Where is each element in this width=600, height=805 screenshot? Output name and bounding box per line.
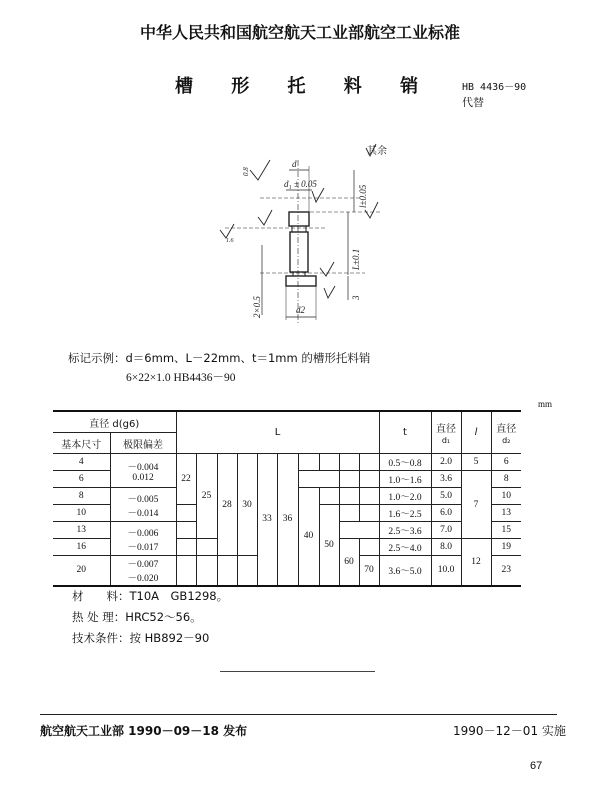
cell-L-empty [298, 454, 319, 471]
table-row [53, 454, 521, 471]
cell-d1: 5.0 [431, 488, 461, 505]
cell-L-empty [196, 539, 217, 556]
cell-L-empty [359, 471, 379, 488]
cell-L-empty [319, 454, 339, 471]
cell-d1: 7.0 [431, 522, 461, 539]
divider-footer [40, 714, 557, 715]
cell-d: 4 [53, 454, 110, 471]
cell-deviation: －0.007 －0.020 [110, 556, 176, 586]
svg-text:d: d [292, 159, 297, 169]
header-limit-deviation: 极限偏差 [110, 433, 176, 454]
cell-d: 13 [53, 522, 110, 539]
cell-L-empty [176, 522, 196, 539]
document-title: 槽 形 托 料 销 [175, 76, 435, 97]
marking-example-line1: 标记示例：d＝6mm、L－22mm、t＝1mm 的槽形托料销 [68, 351, 371, 365]
cell-d2: 15 [491, 522, 521, 539]
standard-code: HB 4436－90 [462, 82, 527, 93]
table-header-row-1 [53, 411, 521, 433]
svg-text:其余: 其余 [367, 146, 387, 157]
svg-text:0.8: 0.8 [242, 167, 250, 176]
organization-header: 中华人民共和国航空航天工业部航空工业标准 [139, 23, 460, 42]
svg-text:d₁ ± 0.05: d₁ ± 0.05 [284, 179, 317, 189]
cell-d2: 23 [491, 556, 521, 586]
cell-L: 25 [196, 454, 217, 539]
cell-t: 0.5～0.8 [379, 454, 431, 471]
cell-t: 3.6～5.0 [379, 556, 431, 586]
cell-d2: 19 [491, 539, 521, 556]
cell-d1: 6.0 [431, 505, 461, 522]
cell-L-empty [359, 505, 379, 522]
cell-L-empty [298, 471, 339, 488]
cell-deviation: －0.006 －0.017 [110, 522, 176, 556]
header-d1: 直径 d₁ [431, 411, 461, 454]
cell-L-empty [339, 488, 359, 505]
cell-deviation: －0.005 －0.014 [110, 488, 176, 522]
cell-L: 22 [176, 454, 196, 505]
cell-d: 10 [53, 505, 110, 522]
svg-text:1.6: 1.6 [226, 238, 234, 244]
cell-deviation: －0.004 0.012 [110, 454, 176, 488]
cell-d: 16 [53, 539, 110, 556]
cell-d2: 10 [491, 488, 521, 505]
cell-L: 70 [359, 556, 379, 586]
cell-L-empty [359, 454, 379, 471]
cell-L: 40 [298, 488, 319, 586]
divider-short [220, 671, 375, 672]
cell-t: 2.5～3.6 [379, 522, 431, 539]
cell-L-empty [339, 471, 359, 488]
svg-text:d2: d2 [296, 305, 305, 315]
svg-text:3: 3 [351, 295, 361, 300]
cell-L: 50 [319, 505, 339, 586]
cell-L: 60 [339, 539, 359, 586]
cell-d1: 3.6 [431, 471, 461, 488]
cell-d: 8 [53, 488, 110, 505]
cell-L: 28 [217, 454, 237, 556]
replaces-label: 代替 [462, 96, 484, 109]
effective-date: 1990－12－01 实施 [453, 724, 566, 738]
header-basic-size: 基本尺寸 [53, 433, 110, 454]
cell-l: 7 [461, 471, 491, 539]
unit-label: mm [538, 399, 553, 409]
cell-d2: 13 [491, 505, 521, 522]
cell-L-empty [359, 488, 379, 505]
cell-d1: 2.0 [431, 454, 461, 471]
page-number: 67 [530, 760, 543, 772]
note-material: 材 料：T10A GB1298。 [72, 589, 229, 603]
header-d2: 直径 d₂ [491, 411, 521, 454]
cell-L: 30 [237, 454, 257, 556]
cell-L-empty [339, 522, 379, 539]
header-diameter: 直径 d(g6) [53, 411, 176, 433]
cell-l: 5 [461, 454, 491, 471]
issue-info: 航空航天工业部 1990－09－18 发布 [40, 724, 248, 738]
cell-d: 20 [53, 556, 110, 586]
cell-L-empty [359, 539, 379, 556]
cell-L-empty [176, 556, 196, 586]
cell-d1: 8.0 [431, 539, 461, 556]
svg-text:L±0.1: L±0.1 [351, 248, 361, 270]
cell-L-empty [196, 556, 217, 586]
cell-t: 1.0～2.0 [379, 488, 431, 505]
cell-t: 1.6～2.5 [379, 505, 431, 522]
dimension-table [53, 410, 521, 587]
cell-d2: 8 [491, 471, 521, 488]
note-heat-treatment: 热 处 理：HRC52～56。 [72, 610, 202, 624]
cell-L: 33 [257, 454, 277, 586]
cell-L-empty [339, 454, 359, 471]
cell-L-empty [176, 539, 196, 556]
note-technical-conditions: 技术条件：按 HB892－90 [72, 631, 210, 645]
cell-L: 36 [277, 454, 298, 586]
svg-text:l±0.05: l±0.05 [358, 184, 368, 208]
cell-d2: 6 [491, 454, 521, 471]
cell-d1: 10.0 [431, 556, 461, 586]
cell-l: 12 [461, 539, 491, 586]
cell-d: 6 [53, 471, 110, 488]
marking-example-line2: 6×22×1.0 HB4436－90 [126, 372, 236, 384]
svg-text:2×0.5: 2×0.5 [252, 296, 262, 318]
cell-L-empty [319, 488, 339, 505]
cell-L-empty [176, 505, 196, 522]
header-t: t [379, 411, 431, 454]
cell-L-empty [217, 556, 237, 586]
cell-t: 2.5～4.0 [379, 539, 431, 556]
cell-t: 1.0～1.6 [379, 471, 431, 488]
cell-L-empty [339, 505, 359, 522]
header-L: L [176, 411, 379, 454]
pin-technical-drawing [200, 140, 420, 330]
cell-L-empty [237, 556, 257, 586]
header-l: l [461, 411, 491, 454]
